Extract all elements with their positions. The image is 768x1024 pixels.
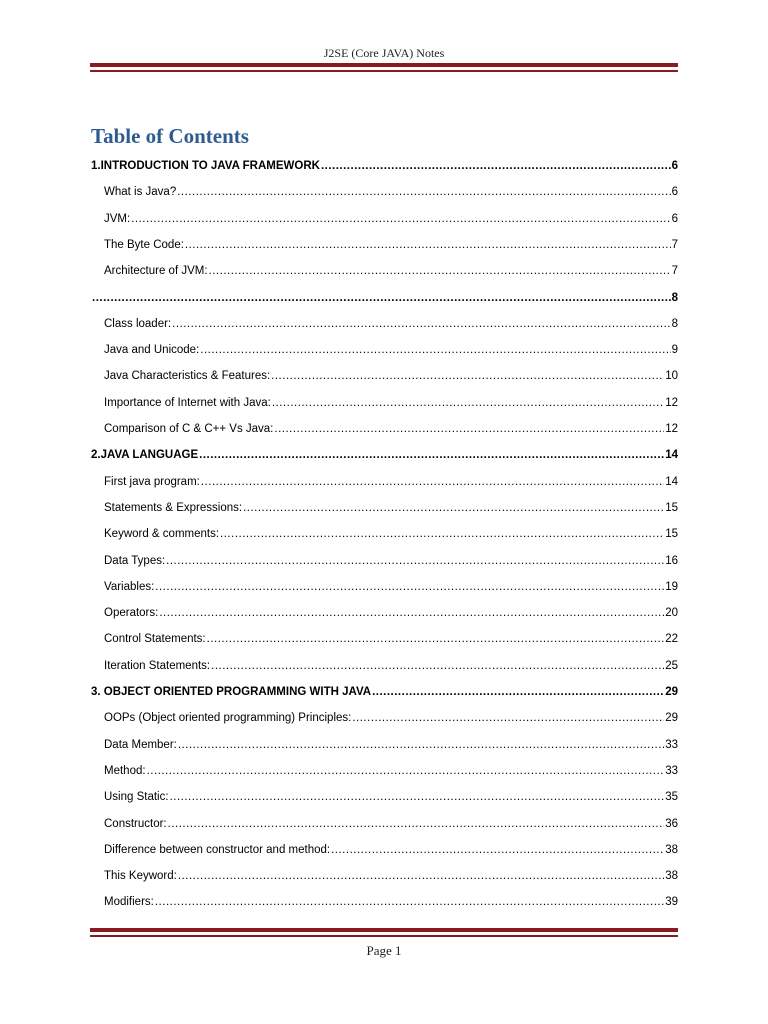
- toc-entry[interactable]: [104, 358, 678, 384]
- dot-leader: [243, 502, 664, 514]
- dot-leader: [200, 344, 670, 356]
- dot-leader: [201, 476, 664, 488]
- toc-entry-label: The Byte Code:: [104, 238, 184, 251]
- toc-entry-label: Using Static:: [104, 791, 169, 804]
- toc-entry-page: 8: [671, 291, 678, 304]
- toc-entry-page: 25: [665, 659, 678, 672]
- toc-entry-page: 38: [665, 870, 678, 883]
- toc-entry[interactable]: [104, 779, 678, 805]
- page-number: Page 1: [366, 943, 402, 958]
- toc-entry[interactable]: [104, 490, 678, 516]
- toc-entry[interactable]: [104, 253, 678, 279]
- header-rule-thin: [90, 70, 678, 72]
- toc-entry-page: 7: [671, 238, 678, 251]
- header-rule-thick: [90, 63, 678, 67]
- dot-leader: [352, 712, 664, 724]
- toc-entry-page: 14: [665, 475, 678, 488]
- dot-leader: [331, 844, 664, 856]
- toc-entry[interactable]: [104, 595, 678, 621]
- toc-entry[interactable]: [91, 280, 678, 306]
- toc-entry[interactable]: [91, 674, 678, 700]
- toc-entry-page: 12: [665, 423, 678, 435]
- running-header: J2SE (Core JAVA) Notes: [323, 46, 445, 60]
- toc-entry-label: Importance of Internet with Java:: [104, 396, 271, 409]
- toc-entry-page: 8: [671, 317, 678, 330]
- toc-entry-label: Control Statements:: [104, 633, 206, 646]
- dot-leader: [131, 213, 670, 225]
- toc-entry-page: 29: [665, 686, 678, 698]
- toc-entry-label: Difference between constructor and method:: [104, 843, 331, 856]
- toc-entry-label: Operators:: [104, 607, 159, 620]
- toc-entry-page: 35: [665, 791, 678, 804]
- toc-entry-label: Modifiers:: [104, 896, 154, 909]
- dot-leader: [168, 818, 665, 830]
- dot-leader: [177, 186, 670, 198]
- dot-leader: [159, 607, 664, 619]
- dot-leader: [178, 739, 664, 751]
- toc-entry[interactable]: [91, 437, 678, 463]
- toc-entry-label: 3. OBJECT ORIENTED PROGRAMMING WITH JAVA: [91, 686, 372, 698]
- toc-entry[interactable]: [104, 727, 678, 753]
- toc-entry-page: 16: [665, 554, 678, 567]
- toc-entry-page: 38: [665, 843, 678, 856]
- toc-entry[interactable]: [104, 884, 678, 910]
- dot-leader: [170, 791, 665, 803]
- toc-entry-page: 10: [665, 370, 678, 383]
- dot-leader: [155, 896, 664, 908]
- toc-entry-page: 29: [665, 712, 678, 725]
- toc-entry[interactable]: [104, 385, 678, 411]
- dot-leader: [272, 397, 664, 409]
- dot-leader: [209, 265, 671, 277]
- toc-entry[interactable]: [104, 569, 678, 595]
- toc-entry[interactable]: [104, 700, 678, 726]
- toc-entry-page: 15: [665, 528, 678, 541]
- toc-entry-label: Architecture of JVM:: [104, 265, 208, 278]
- toc-entry-page: 6: [671, 212, 678, 225]
- toc-entry-label: Java Characteristics & Features:: [104, 370, 271, 383]
- toc-entry[interactable]: [104, 411, 678, 437]
- dot-leader: [155, 581, 664, 593]
- toc-entry-page: 36: [665, 817, 678, 830]
- toc-entry-label: This Keyword:: [104, 870, 177, 883]
- toc-entry[interactable]: [104, 332, 678, 358]
- toc-entry[interactable]: [104, 621, 678, 647]
- toc-entry-label: Variables:: [104, 580, 155, 593]
- dot-leader: [372, 686, 664, 698]
- toc-entry[interactable]: [104, 174, 678, 200]
- dot-leader: [178, 870, 664, 882]
- toc-entry[interactable]: [104, 464, 678, 490]
- dot-leader: [185, 239, 671, 251]
- toc-entry[interactable]: [104, 858, 678, 884]
- toc-entry[interactable]: [104, 648, 678, 674]
- toc-entry-label: 1.INTRODUCTION TO JAVA FRAMEWORK: [91, 160, 320, 172]
- toc-entry[interactable]: [104, 227, 678, 253]
- toc-entry-label: Statements & Expressions:: [104, 501, 243, 514]
- toc-entry-label: Iteration Statements:: [104, 659, 211, 672]
- toc-entry-label: What is Java?: [104, 186, 177, 199]
- toc-entry-page: 7: [671, 265, 678, 278]
- toc-entry[interactable]: [104, 832, 678, 858]
- toc-entry-page: 22: [665, 633, 678, 646]
- toc-entry-label: Constructor:: [104, 817, 167, 830]
- dot-leader: [92, 292, 671, 304]
- toc-entry-page: 39: [665, 896, 678, 909]
- toc-entry-label: JVM:: [104, 212, 131, 225]
- toc-entry-label: Data Member:: [104, 738, 177, 751]
- dot-leader: [220, 528, 664, 540]
- dot-leader: [321, 160, 671, 172]
- toc-entry-label: Java and Unicode:: [104, 344, 200, 357]
- toc-entry-label: OOPs (Object oriented programming) Principles:: [104, 712, 352, 725]
- dot-leader: [199, 449, 664, 461]
- toc-entry-page: 20: [665, 607, 678, 620]
- toc-entry-label: Comparison of C & C++ Vs Java:: [104, 423, 274, 435]
- footer-rule-thick: [90, 928, 678, 932]
- footer-rule-thin: [90, 935, 678, 937]
- toc-entry-page: 19: [665, 580, 678, 593]
- toc-entry[interactable]: [104, 516, 678, 542]
- toc-entry[interactable]: [104, 806, 678, 832]
- toc-entry-page: 6: [671, 186, 678, 199]
- toc-entry-page: 12: [665, 396, 678, 409]
- toc-entry-page: 33: [665, 764, 678, 777]
- toc-entry[interactable]: [104, 201, 678, 227]
- toc-entry-label: First java program:: [104, 475, 200, 488]
- toc-entry-label: Keyword & comments:: [104, 528, 220, 541]
- dot-leader: [166, 555, 664, 567]
- toc-entry-page: 15: [665, 501, 678, 514]
- toc-heading: Table of Contents: [91, 124, 249, 148]
- dot-leader: [147, 765, 665, 777]
- dot-leader: [271, 370, 664, 382]
- toc-entry[interactable]: [91, 148, 678, 174]
- dot-leader: [172, 318, 670, 330]
- dot-leader: [274, 423, 664, 435]
- toc-entry-label: Method:: [104, 764, 146, 777]
- toc-entry-page: 6: [671, 160, 678, 172]
- toc-entry-label: 2.JAVA LANGUAGE: [91, 449, 199, 462]
- toc-entry-label: Data Types:: [104, 554, 166, 567]
- toc-entry[interactable]: [104, 306, 678, 332]
- toc-entry-page: 9: [671, 344, 678, 357]
- toc-entry[interactable]: [104, 753, 678, 779]
- toc-entry-page: 14: [665, 449, 678, 462]
- dot-leader: [211, 660, 664, 672]
- toc-entry-page: 33: [665, 738, 678, 751]
- toc-entry[interactable]: [104, 543, 678, 569]
- toc-entry-label: Class loader:: [104, 317, 172, 330]
- dot-leader: [207, 633, 665, 645]
